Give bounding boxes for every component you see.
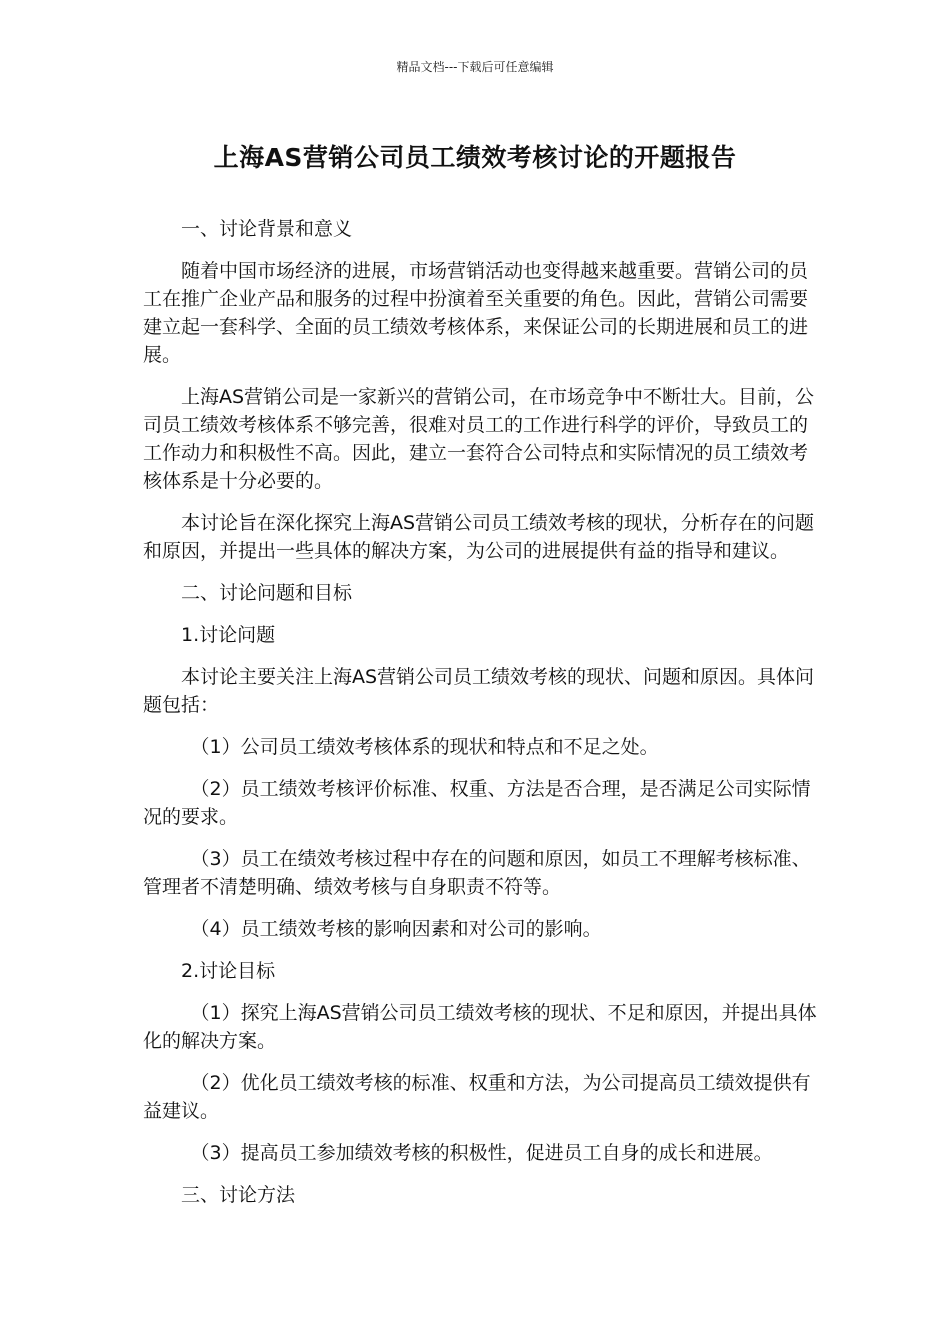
- subheading-goals: 2.讨论目标: [181, 960, 276, 982]
- subheading-questions: 1.讨论问题: [181, 624, 276, 646]
- list-item-question-3: （3）员工在绩效考核过程中存在的问题和原因，如员工不理解考核标准、管理者不清楚明确、绩效考核与自身职责不符等。: [143, 848, 811, 898]
- list-item-goal-3: （3）提高员工参加绩效考核的积极性，促进员工自身的成长和进展。: [190, 1142, 773, 1164]
- section-heading-questions: 二、讨论问题和目标: [181, 582, 353, 604]
- list-item-goal-2: （2）优化员工绩效考核的标准、权重和方法，为公司提高员工绩效提供有益建议。: [143, 1072, 811, 1122]
- section-heading-background: 一、讨论背景和意义: [181, 218, 353, 240]
- page-header-note: 精品文档---下载后可任意编辑: [396, 60, 554, 74]
- paragraph-background-2: 上海AS营销公司是一家新兴的营销公司，在市场竞争中不断壮大。目前，公司员工绩效考核体系不够完善，很难对员工的工作进行科学的评价，导致员工的工作动力和积极性不高。因此，建立一套符合公司特点和实际情况的员工绩效考核体系是十分必要的。: [143, 386, 815, 492]
- list-item-question-2: （2）员工绩效考核评价标准、权重、方法是否合理，是否满足公司实际情况的要求。: [143, 778, 811, 828]
- paragraph-background-1: 随着中国市场经济的进展，市场营销活动也变得越来越重要。营销公司的员工在推广企业产品和服务的过程中扮演着至关重要的角色。因此，营销公司需要建立起一套科学、全面的员工绩效考核体系，来保证公司的长期进展和员工的进展。: [143, 260, 809, 366]
- paragraph-questions-intro: 本讨论主要关注上海AS营销公司员工绩效考核的现状、问题和原因。具体问题包括：: [143, 666, 815, 716]
- list-item-question-1: （1）公司员工绩效考核体系的现状和特点和不足之处。: [190, 736, 659, 758]
- list-item-goal-1: （1）探究上海AS营销公司员工绩效考核的现状、不足和原因，并提出具体化的解决方案。: [143, 1002, 817, 1052]
- section-heading-methods: 三、讨论方法: [181, 1184, 296, 1206]
- list-item-question-4: （4）员工绩效考核的影响因素和对公司的影响。: [190, 918, 602, 940]
- document-body: [143, 215, 818, 1223]
- document-title: 上海AS营销公司员工绩效考核讨论的开题报告: [213, 143, 737, 172]
- paragraph-background-3: 本讨论旨在深化探究上海AS营销公司员工绩效考核的现状，分析存在的问题和原因，并提出一些具体的解决方案，为公司的进展提供有益的指导和建议。: [143, 512, 815, 562]
